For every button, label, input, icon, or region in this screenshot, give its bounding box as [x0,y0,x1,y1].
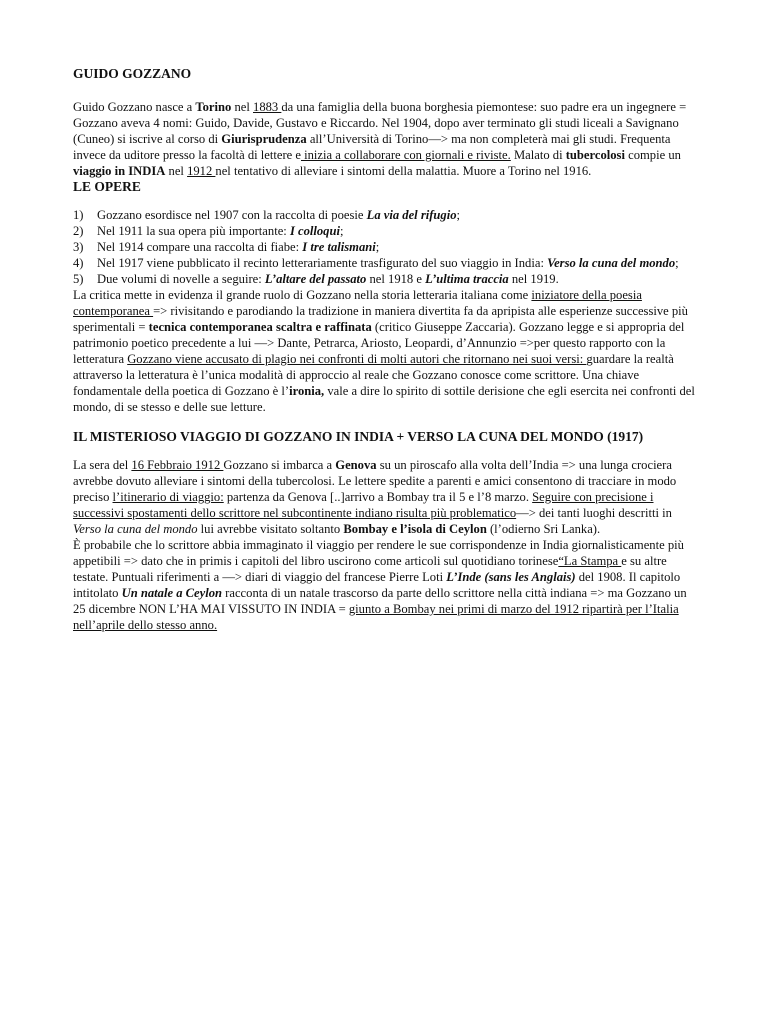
list-punct: ; [456,208,461,222]
viaggio-text: La sera del [73,458,132,472]
list-punct: ; [375,240,380,254]
list-item [73,255,702,271]
viaggio-text: Gozzano si imbarca a [223,458,336,472]
work-title: La via del rifugio [366,208,457,222]
critica-underline: iniziatore della poesia contemporanea [73,288,642,318]
bio-text: Guido Gozzano nasce a [73,100,196,114]
critica-text: vale a dire lo spirito di sottile derisione che egli esercita nei confronti del mondo, di se stesso e delle sue letture. [73,384,695,414]
viaggio-la-stampa: “La Stampa [558,554,622,568]
bio-text: da una famiglia della buona borghesia piemontese: suo padre era un ingegnere = Gozzano aveva 4 nomi: Guido, Davide, Gustavo e Riccardo. Nel 1904, dopo aver terminato gli studi liceali a Savignano (Cuneo) si iscrive al corso di [73,100,687,146]
list-item [73,271,702,287]
work-title: L’ultima traccia [425,272,509,286]
viaggio-text: —> dei tanti luoghi descritti in [516,506,672,520]
list-punct: ; [675,256,679,270]
viaggio-paragraph-2 [73,537,702,633]
works-list [73,207,702,287]
bio-text: nel tentativo di alleviare i sintomi della malattia. Muore a Torino nel 1916. [215,164,592,178]
document-title: GUIDO GOZZANO [73,66,192,81]
viaggio-text: racconta di un natale trascorso da parte dello scrittore nella città indiana => ma Gozzano un 25 dicembre NON L’HA MAI VISSUTO IN INDIA = [73,586,687,616]
bio-collaborazione: inizia a collaborare con giornali e riviste. [300,148,511,162]
list-number: 5) [73,272,84,286]
list-text: Nel 1917 viene pubblicato il recinto letterariamente trasfigurato del suo viaggio in India: [97,256,548,270]
critica-paragraph [73,287,702,415]
critica-underline: Gozzano viene accusato di plagio nei confronti di molti autori che ritornano nei suoi versi: [127,352,587,366]
viaggio-text: su un piroscafo alla volta dell’India => una lunga crociera avrebbe dovuto alleviare i sintomi della tubercolosi. Le lettere spedite a parenti e amici consentono di tracciare in modo preciso [73,458,677,504]
bio-text: Malato di [510,148,566,162]
critica-bold: ironia, [289,384,325,398]
viaggio-paragraph-1 [73,457,702,537]
list-text: Nel 1914 compare una raccolta di fiabe: [97,240,303,254]
viaggio-book-title: Verso la cuna del mondo [73,522,198,536]
bio-viaggio-india: viaggio in INDIA [73,164,166,178]
viaggio-loti-title: L’Inde (sans les Anglais) [446,570,576,584]
list-text: nel 1918 e [366,272,426,286]
critica-bold: tecnica contemporanea scaltra e raffinata [148,320,372,334]
work-title: I colloqui [289,224,340,238]
section-heading-opere: LE OPERE [73,179,141,194]
work-title: I tre talismani [302,240,376,254]
viaggio-underline: l’itinerario di viaggio: [112,490,224,504]
bio-text: all’Università di Torino—> ma non completerà mai gli studi. Frequenta invece da uditore presso la facoltà di lettere e [73,132,671,162]
list-number: 2) [73,224,84,238]
bio-text: compie un [624,148,681,162]
list-text: Due volumi di novelle a seguire: [97,272,265,286]
list-text: Nel 1911 la sua opera più importante: [97,224,290,238]
critica-text: guardare la realtà attraverso la letteratura è l’unica modalità di approccio al reale che Gozzano conosce come scrittore. Una chiave fondamentale della poetica di Gozzano è l’ [73,352,674,398]
viaggio-chapter-title: Un natale a Ceylon [121,586,223,600]
viaggio-text: È probabile che lo scrittore abbia immaginato il viaggio per rendere le sue corrispondenze in India giornalisticamente più appetibili => dato che in primis i capitoli del libro uscirono come articoli sul quotidiano torinese [73,538,684,568]
viaggio-date: 16 Febbraio 1912 [131,458,224,472]
work-title: Verso la cuna del mondo [547,256,676,270]
list-text: nel 1919. [508,272,559,286]
critica-text: La critica mette in evidenza il grande ruolo di Gozzano nella storia letteraria italiana come [73,288,532,302]
bio-text: nel [231,100,254,114]
viaggio-text: e su altre testate. Puntuali riferimenti a —> diari di viaggio del francese Pierre Loti [73,554,667,584]
list-item [73,223,702,239]
bio-tubercolosi: tubercolosi [565,148,625,162]
list-item [73,207,702,223]
viaggio-underline: Seguire con precisione i successivi spostamenti dello scrittore nel subcontinente indiano risulta più problematico [73,490,654,520]
bio-text: nel [165,164,188,178]
bio-trip-year: 1912 [187,164,216,178]
bio-birth-year: 1883 [253,100,282,114]
critica-text: (critico Giuseppe Zaccaria). Gozzano legge e si appropria del patrimonio poetico precedente a lui —> Dante, Petrarca, Ariosto, Leopardi, d’Annunzio =>per questo rapporto con la letteratura [73,320,685,366]
viaggio-text: lui avrebbe visitato soltanto [197,522,344,536]
list-number: 3) [73,240,84,254]
viaggio-genova: Genova [335,458,377,472]
viaggio-text: partenza da Genova [..]arrivo a Bombay tra il 5 e l’8 marzo. [223,490,533,504]
list-punct: ; [339,224,344,238]
bio-giurisprudenza: Giurisprudenza [221,132,307,146]
viaggio-text: (l’odierno Sri Lanka). [486,522,601,536]
list-item [73,239,702,255]
section-heading-viaggio: IL MISTERIOSO VIAGGIO DI GOZZANO IN INDIA + VERSO LA CUNA DEL MONDO (1917) [73,429,644,444]
list-number: 1) [73,208,84,222]
critica-text: => rivisitando e parodiando la tradizione in maniera divertita fa da apripista alle esperienze successive più sperimentali = [73,304,688,334]
viaggio-text: del 1908. Il capitolo intitolato [73,570,681,600]
list-text: Gozzano esordisce nel 1907 con la raccolta di poesie [97,208,367,222]
work-title: L’altare del passato [264,272,367,286]
bio-torino: Torino [195,100,232,114]
viaggio-underline: giunto a Bombay nei primi di marzo del 1912 ripartirà per l’Italia nell’aprile dello stesso anno. [73,602,679,632]
list-number: 4) [73,256,84,270]
viaggio-places: Bombay e l’isola di Ceylon [343,522,487,536]
biography-paragraph [73,99,702,179]
